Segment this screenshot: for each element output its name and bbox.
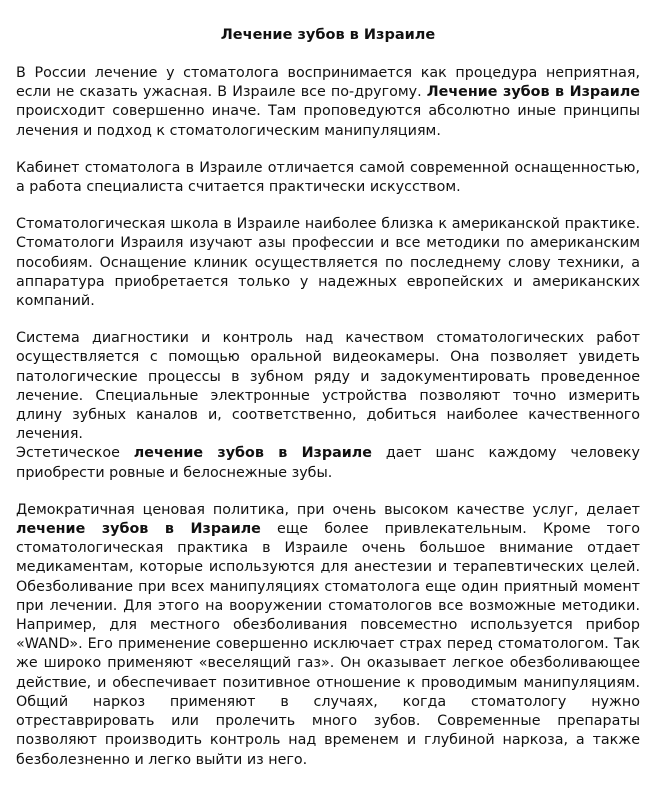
paragraph-aesthetic-text-1: Эстетическое [16,445,134,462]
paragraph-pricing-text-1: Демократичная ценовая политика, при очень высоком качестве услуг, делает [16,501,640,518]
paragraph-pricing-keyword: лечение зубов в Израиле [16,521,261,538]
paragraph-intro-text-2: происходит совершенно иначе. Там проповедуются абсолютно иные принципы лечения и подход к стоматологическим манипуляциям. [16,103,640,139]
paragraph-pricing-text-2: еще более привлекательным. Кроме того стоматологическая практика в Израиле очень большое внимание отдает медикаментам, которые используются для анестезии и терапевтических целей. Обезболивание при всех манипуляциях стоматолога еще один приятный момент при лечении. Для этого на вооружении стоматологов все возможные методики. Например, для местного обезболивания повсеместно используется прибор «WAND». Его применение совершенно исключает страх перед стоматологом. Так же широко применяют «веселящий газ». Он оказывает легкое обезболивающее действие, и обеспечивает позитивное отношение к проводимым манипуляциям. Общий наркоз применяют в случаях, когда стоматологу нужно отреставрировать или пролечить много зубов. Современные препараты позволяют производить контроль над временем и глубиной наркоза, а также безболезненно и легко выйти из него. [16,521,640,768]
paragraph-aesthetic-text-2: дает шанс каждому человеку приобрести ровные и белоснежные зубы. [16,445,640,481]
paragraph-school: Стоматологическая школа в Израиле наиболее близка к американской практике. Стоматологи Израиля изучают азы профессии и все методики по американским пособиям. Оснащение клиник осуществляется по последнему слову техники, а аппаратура приобретается только у надежных европейских и американских компаний. [16,216,640,310]
paragraph-aesthetic [16,444,640,482]
paragraph-intro-keyword: Лечение зубов в Израиле [426,84,640,101]
paragraph-intro-text-1: В России лечение у стоматолога воспринимается как процедура неприятная, если не сказать ужасная. В Израиле все по-другому. [16,65,640,101]
page-title: Лечение зубов в Израиле [220,27,436,43]
paragraph-diagnostics: Система диагностики и контроль над качеством стоматологических работ осуществляется с помощью оральной видеокамеры. Она позволяет увидеть патологические процессы в зубном ряду и задокументировать проведенное лечение. Специальные электронные устройства позволяют точно измерить длину зубных каналов и, соответственно, добиться наиболее качественного лечения. [16,330,640,443]
paragraph-cabinet: Кабинет стоматолога в Израиле отличается самой современной оснащенностью, а работа специалиста считается практически искусством. [16,159,640,196]
paragraph-pricing [16,501,640,770]
paragraph-intro [16,64,640,141]
paragraph-aesthetic-keyword: лечение зубов в Израиле [133,445,372,462]
